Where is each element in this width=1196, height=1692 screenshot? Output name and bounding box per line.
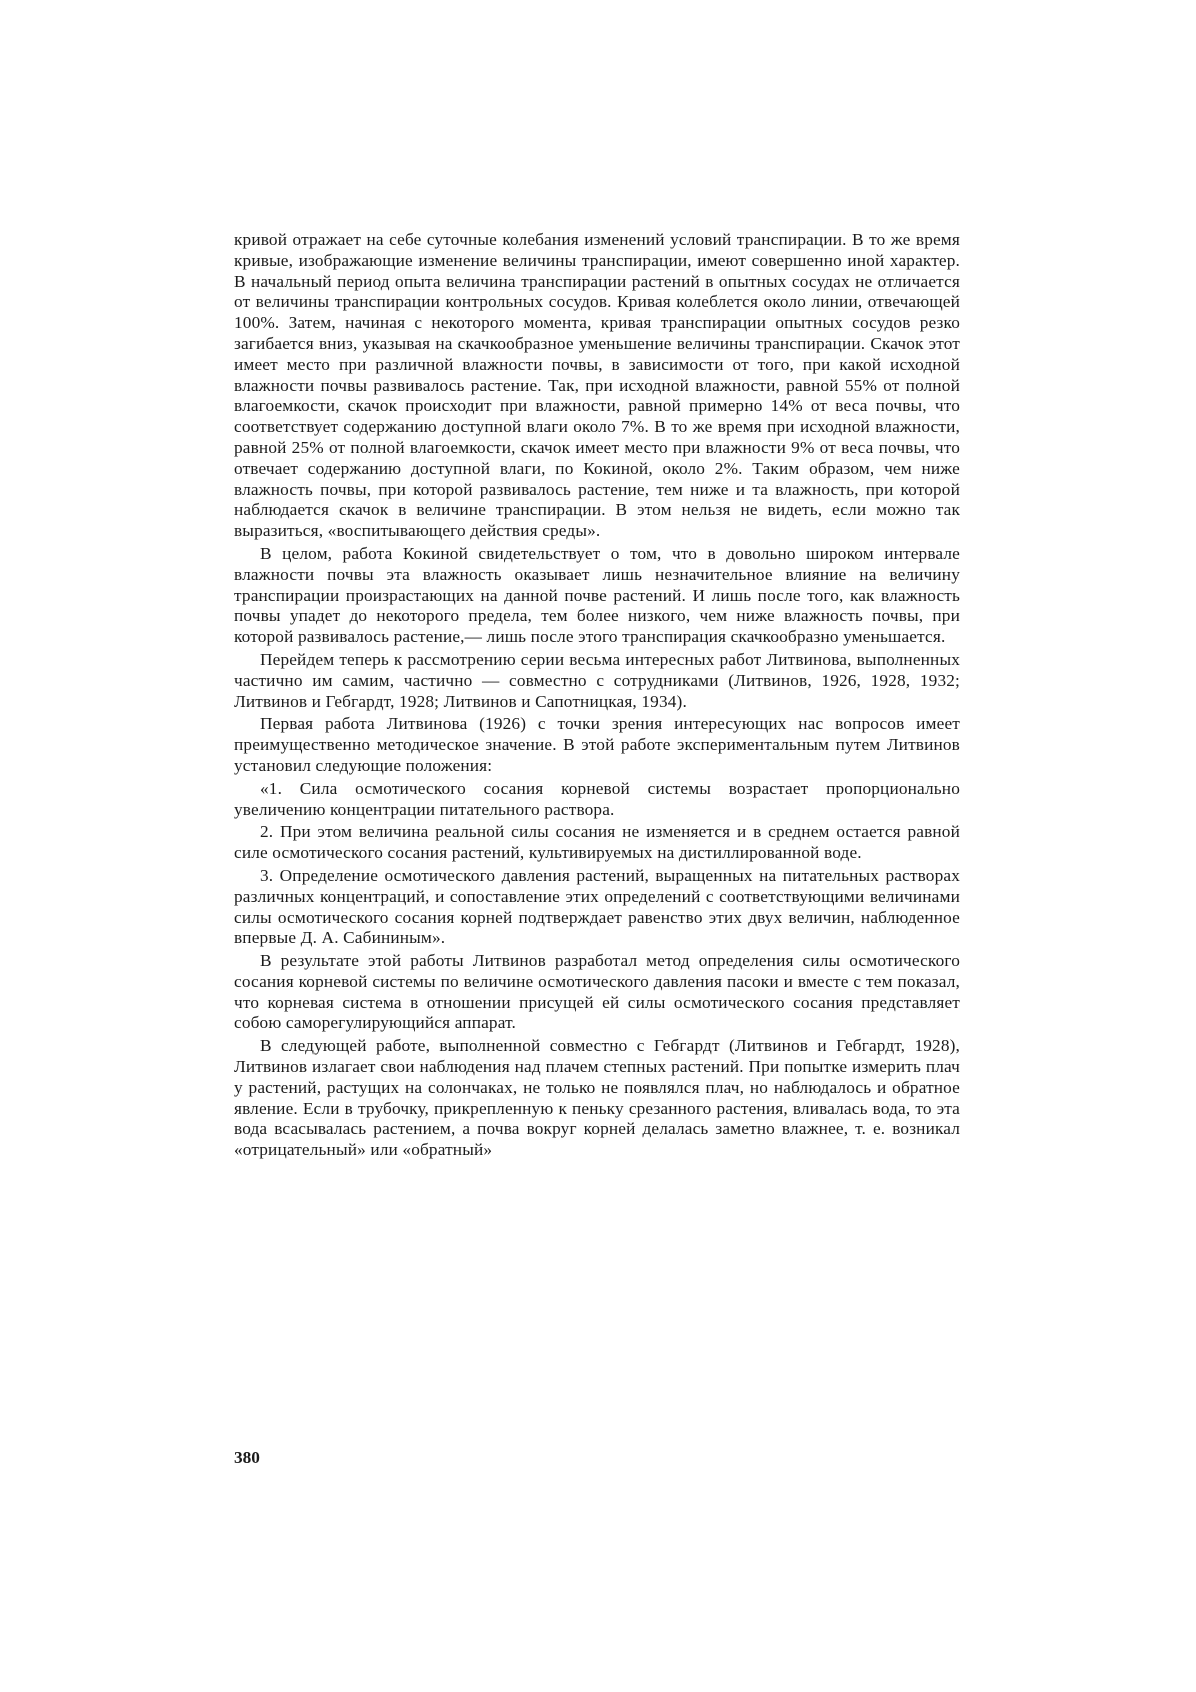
paragraph: В следующей работе, выполненной совместно с Гебгардт (Литвинов и Гебгардт, 1928), Литвинов излагает свои наблюдения над плачем степных растений. При попытке измерить плач у растений, растущих на солончаках, не только не появлялся плач, но наблюдалось и обратное явление. Если в трубочку, прикрепленную к пеньку срезанного растения, вливалась вода, то эта вода всасывалась растением, а почва вокруг корней делалась заметно влажнее, т. е. возникал «отрицательный» или «обратный» xyxy=(234,1036,960,1160)
paragraph: В результате этой работы Литвинов разработал метод определения силы осмотического сосания корневой системы по величине осмотического давления пасоки и вместе с тем показал, что корневая система в отношении присущей ей силы осмотического сосания представляет собою саморегулирующийся аппарат. xyxy=(234,951,960,1033)
paragraph-continued: кривой отражает на себе суточные колебания изменений условий транспирации. В то же время кривые, изображающие изменение величины транспирации, имеют совершенно иной характер. В начальный период опыта величина транспирации растений в опытных сосудах не отличается от величины транспирации контрольных сосудов. Кривая колеблется около линии, отвечающей 100%. Затем, начиная с некоторого момента, кривая транспирации опытных сосудов резко загибается вниз, указывая на скачкообразное уменьшение величины транспирации. Скачок этот имеет место при различной влажности почвы, в зависимости от того, при какой исходной влажности почвы развивалось растение. Так, при исходной влажности, равной 55% от полной влагоемкости, скачок происходит при влажности, равной примерно 14% от веса почвы, что соответствует содержанию доступной влаги около 7%. В то же время при исходной влажности, равной 25% от полной влагоемкости, скачок имеет место при влажности 9% от веса почвы, что отвечает содержанию доступной влаги, по Кокиной, около 2%. Таким образом, чем ниже влажность почвы, при которой развивалось растение, тем ниже и та влажность, при которой наблюдается скачок в величине транспирации. В этом нельзя не видеть, если можно так выразиться, «воспитывающего действия среды». xyxy=(234,230,960,541)
paragraph: Перейдем теперь к рассмотрению серии весьма интересных работ Литвинова, выполненных частично им самим, частично — совместно с сотрудниками (Литвинов, 1926, 1928, 1932; Литвинов и Гебгардт, 1928; Литвинов и Сапотницкая, 1934). xyxy=(234,649,960,711)
page-number: 380 xyxy=(234,1448,260,1467)
paragraph: Первая работа Литвинова (1926) с точки зрения интересующих нас вопросов имеет преимущественно методическое значение. В этой работе экспериментальным путем Литвинов установил следующие положения: xyxy=(234,714,960,775)
paragraph: В целом, работа Кокиной свидетельствует о том, что в довольно широком интервале влажности почвы эта влажность оказывает лишь незначительное влияние на величину транспирации произрастающих на данной почве растений. И лишь после того, как влажность почвы упадет до некоторого предела, тем более низкого, чем ниже влажность почвы, при которой развивалось растение,— лишь после этого транспирация скачкообразно уменьшается. xyxy=(234,543,960,647)
quote-item-1: «1. Сила осмотического сосания корневой системы возрастает пропорционально увеличению концентрации питательного раствора. xyxy=(234,778,960,819)
quote-item-3: 3. Определение осмотического давления растений, выращенных на питательных растворах различных концентраций, и сопоставление этих определений с соответствующими величинами силы осмотического сосания корней подтверждает равенство этих двух величин, наблюденное впервые Д. А. Сабининым». xyxy=(234,865,960,948)
quote-item-2: 2. При этом величина реальной силы сосания не изменяется и в среднем остается равной силе осмотического сосания растений, культивируемых на дистиллированной воде. xyxy=(234,822,960,863)
body-text xyxy=(234,230,960,1163)
